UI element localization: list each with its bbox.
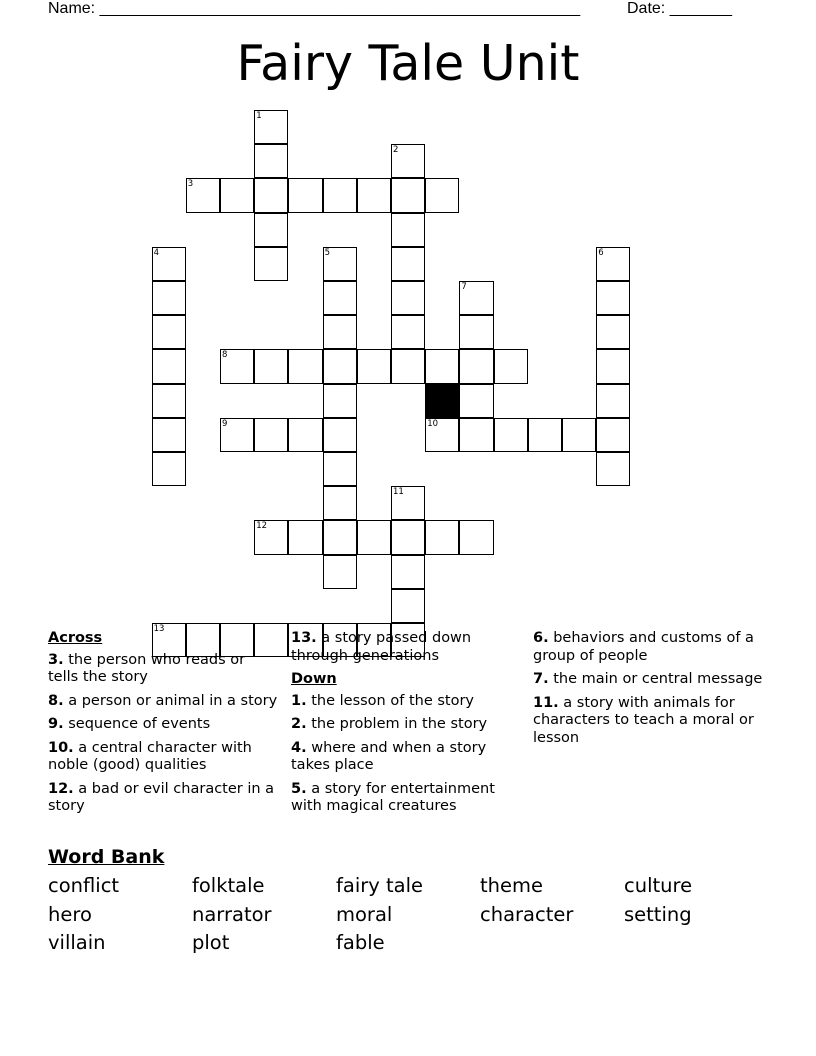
clue-number: 13. — [291, 630, 317, 646]
crossword-cell[interactable] — [254, 247, 288, 281]
crossword-cell[interactable] — [391, 315, 425, 349]
crossword-cell[interactable] — [288, 520, 322, 554]
crossword-cell[interactable] — [357, 178, 391, 212]
crossword-cell[interactable] — [152, 418, 186, 452]
crossword-cell[interactable] — [323, 452, 357, 486]
clue-text: the lesson of the story — [311, 692, 474, 709]
across-heading: Across — [48, 630, 103, 646]
crossword-cell[interactable] — [220, 178, 254, 212]
clue-number-label: 10 — [427, 418, 439, 429]
crossword-cell[interactable] — [220, 349, 254, 383]
crossword-cell[interactable] — [494, 349, 528, 383]
clue-text: a person or animal in a story — [68, 692, 278, 709]
crossword-cell[interactable] — [562, 418, 596, 452]
clue-number: 3. — [48, 651, 64, 668]
word-bank-item: plot — [192, 931, 230, 954]
clue-number: 6. — [533, 630, 549, 646]
crossword-cell[interactable] — [528, 418, 562, 452]
clue-down-11 — [533, 695, 763, 748]
crossword-cell[interactable] — [596, 418, 630, 452]
crossword-cell[interactable] — [288, 178, 322, 212]
clue-number: 8. — [48, 692, 64, 709]
crossword-cell[interactable] — [459, 520, 493, 554]
clue-number-label: 3 — [187, 179, 194, 190]
crossword-cell[interactable] — [596, 281, 630, 315]
crossword-cell[interactable] — [152, 281, 186, 315]
word-bank-item: fairy tale — [336, 874, 423, 897]
word-bank-item: setting — [624, 903, 692, 926]
clue-down-6 — [533, 630, 763, 665]
clue-number-label: 1 — [256, 111, 262, 121]
crossword-cell[interactable] — [391, 178, 425, 212]
clue-number: 7. — [533, 671, 549, 687]
crossword-cell[interactable] — [152, 315, 186, 349]
clue-number: 11. — [533, 694, 559, 711]
clue-down-7 — [533, 671, 763, 689]
clue-text: sequence of events — [68, 716, 211, 732]
clue-across-10 — [48, 740, 278, 775]
word-bank-item: culture — [624, 874, 693, 897]
clue-across-12 — [48, 781, 278, 816]
crossword-cell[interactable] — [323, 349, 357, 383]
crossword-cell[interactable] — [323, 315, 357, 349]
clue-number-label: 4 — [153, 247, 160, 258]
clue-number: 10. — [48, 739, 74, 756]
clue-down-4 — [291, 740, 521, 775]
clue-number-label: 11 — [393, 487, 404, 498]
crossword-cell[interactable] — [152, 384, 186, 418]
clue-number: 4. — [291, 739, 307, 756]
clue-number-label: 6 — [598, 247, 604, 258]
word-bank-item: moral — [336, 903, 393, 926]
clues-column-1 — [48, 630, 278, 822]
word-bank-item: fable — [336, 931, 385, 954]
crossword-cell[interactable] — [186, 178, 220, 212]
crossword-cell[interactable] — [323, 281, 357, 315]
crossword-cell[interactable] — [288, 418, 322, 452]
clue-number-label: 7 — [461, 282, 467, 292]
crossword-cell[interactable] — [391, 213, 425, 247]
crossword-cell[interactable] — [254, 213, 288, 247]
date-field-label: Date: _______ — [627, 0, 732, 17]
crossword-cell[interactable] — [288, 349, 322, 383]
crossword-cell[interactable] — [596, 452, 630, 486]
crossword-cell[interactable] — [323, 384, 357, 418]
crossword-cell[interactable] — [254, 110, 288, 144]
crossword-cell[interactable] — [323, 178, 357, 212]
clue-text: a bad or evil character in a story — [48, 780, 275, 814]
clue-across-9 — [48, 716, 278, 734]
clue-number-label: 9 — [222, 418, 228, 429]
name-field-label: Name: ______________________________________________________ — [48, 0, 581, 17]
crossword-cell[interactable] — [459, 315, 493, 349]
clue-text: the person who reads or tells the story — [48, 651, 246, 685]
clue-number: 1. — [291, 692, 307, 709]
crossword-cell[interactable] — [391, 589, 425, 623]
clue-text: behaviors and customs of a group of people — [533, 630, 754, 664]
clues-column-3 — [533, 630, 763, 753]
word-bank-item: theme — [480, 874, 543, 897]
crossword-cell[interactable] — [596, 247, 630, 281]
clue-down-1 — [291, 693, 521, 711]
clue-text: a central character with noble (good) qualities — [48, 739, 252, 773]
crossword-cell[interactable] — [459, 349, 493, 383]
crossword-cell[interactable] — [391, 349, 425, 383]
crossword-cell[interactable] — [391, 486, 425, 520]
crossword-cell[interactable] — [254, 349, 288, 383]
crossword-cell[interactable] — [323, 486, 357, 520]
clue-number: 5. — [291, 780, 307, 797]
crossword-cell[interactable] — [152, 452, 186, 486]
word-bank-item: conflict — [48, 874, 120, 897]
clue-text: a story with animals for characters to teach a moral or lesson — [533, 694, 754, 746]
clue-text: the problem in the story — [311, 716, 488, 732]
crossword-cell[interactable] — [596, 349, 630, 383]
clue-number-label: 2 — [393, 145, 399, 156]
clue-number-label: 8 — [222, 350, 228, 361]
word-bank-item: hero — [48, 903, 92, 926]
crossword-cell[interactable] — [254, 520, 288, 554]
crossword-cell[interactable] — [425, 178, 459, 212]
clue-text: the main or central message — [553, 671, 763, 687]
crossword-cell[interactable] — [596, 315, 630, 349]
crossword-cell[interactable] — [357, 520, 391, 554]
crossword-cell[interactable] — [391, 144, 425, 178]
crossword-cell[interactable] — [494, 418, 528, 452]
clue-number-label: 13 — [153, 624, 165, 634]
clue-down-2 — [291, 716, 521, 734]
word-bank-item: narrator — [192, 903, 272, 926]
crossword-cell[interactable] — [391, 520, 425, 554]
clue-number-label: 5 — [324, 247, 331, 258]
clue-number: 9. — [48, 716, 64, 732]
clue-text: where and when a story takes place — [291, 739, 487, 773]
clue-text: a story for entertainment with magical creatures — [291, 780, 495, 814]
crossword-cell[interactable] — [254, 178, 288, 212]
crossword-cell[interactable] — [459, 281, 493, 315]
crossword-block — [425, 384, 459, 418]
crossword-cell[interactable] — [459, 418, 493, 452]
page-title: Fairy Tale Unit — [236, 35, 580, 92]
word-bank-heading: Word Bank — [48, 846, 165, 868]
word-bank-item: character — [480, 903, 574, 926]
crossword-cell[interactable] — [323, 555, 357, 589]
crossword-cell[interactable] — [254, 418, 288, 452]
crossword-cell[interactable] — [596, 384, 630, 418]
word-bank-item: folktale — [192, 874, 265, 897]
crossword-cell[interactable] — [459, 384, 493, 418]
clue-number-label: 12 — [256, 521, 268, 532]
crossword-cell[interactable] — [425, 520, 459, 554]
crossword-cell[interactable] — [391, 281, 425, 315]
clues-column-2 — [291, 630, 521, 822]
crossword-cell[interactable] — [425, 418, 459, 452]
clue-number: 2. — [291, 716, 307, 732]
crossword-cell[interactable] — [323, 418, 357, 452]
word-bank-item: villain — [48, 931, 106, 954]
crossword-cell[interactable] — [323, 520, 357, 554]
clue-across-13 — [291, 630, 521, 665]
clue-number: 12. — [48, 780, 74, 797]
clue-down-5 — [291, 781, 521, 816]
crossword-cell[interactable] — [391, 247, 425, 281]
crossword-cell[interactable] — [391, 555, 425, 589]
clue-across-8 — [48, 693, 278, 711]
crossword-cell[interactable] — [152, 247, 186, 281]
crossword-cell[interactable] — [220, 418, 254, 452]
clue-text: a story passed down through generations — [291, 630, 472, 664]
crossword-cell[interactable] — [152, 349, 186, 383]
clue-across-3 — [48, 652, 278, 687]
crossword-cell[interactable] — [357, 349, 391, 383]
down-heading: Down — [291, 671, 337, 687]
crossword-cell[interactable] — [323, 247, 357, 281]
crossword-cell[interactable] — [254, 144, 288, 178]
crossword-cell[interactable] — [425, 349, 459, 383]
